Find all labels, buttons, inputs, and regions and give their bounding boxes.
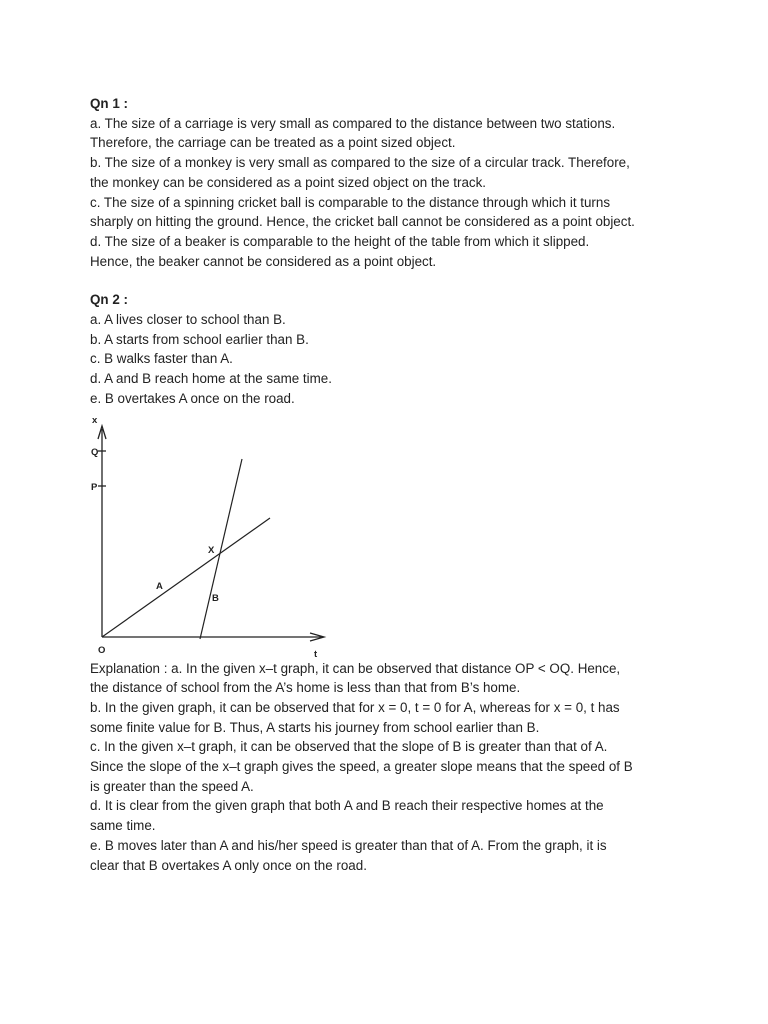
q-label: Q [91,446,99,458]
explanation-line: Since the slope of the x–t graph gives the speed, a greater slope means that the speed of B [90,759,633,775]
x-axis-label: t [314,648,318,660]
qn2-line: a. A lives closer to school than B. [90,312,286,328]
explanation-line: b. In the given graph, it can be observed that for x = 0, t = 0 for A, whereas for x = 0, t has [90,699,620,715]
qn1-line: a. The size of a carriage is very small as compared to the distance between two stations. [90,115,616,131]
line-a [102,518,270,637]
explanation-line: the distance of school from the A’s home is less than that from B’s home. [90,680,521,696]
qn2-heading: Qn 2 : [90,292,128,308]
intersection-label: X [208,544,215,556]
xt-graph [90,409,350,660]
qn1-line: c. The size of a spinning cricket ball is comparable to the distance through which it turns [90,194,611,210]
explanation-line: is greater than the speed A. [90,778,254,794]
p-label: P [91,481,98,493]
qn1-line: Hence, the beaker cannot be considered as a point object. [90,253,437,269]
explanation-line: same time. [90,818,156,834]
origin-label: O [98,644,106,656]
qn1-line: sharply on hitting the ground. Hence, the cricket ball cannot be considered as a point object. [90,214,635,230]
qn1-line: the monkey can be considered as a point sized object on the track. [90,174,487,190]
document-page [90,94,710,875]
qn1-heading: Qn 1 : [90,96,128,111]
qn2-line: b. A starts from school earlier than B. [90,331,309,347]
explanation-line: c. In the given x–t graph, it can be observed that the slope of B is greater than that of A. [90,739,608,755]
qn1-answer [90,114,710,272]
explanation-line: e. B moves later than A and his/her speed is greater than that of A. From the graph, it is [90,837,607,853]
qn2-line: e. B overtakes A once on the road. [90,390,295,406]
qn2-line: d. A and B reach home at the same time. [90,371,332,387]
xt-graph-svg [90,409,350,660]
explanation [90,659,710,876]
y-axis-label: x [92,414,98,426]
qn1-line: Therefore, the carriage can be treated as a point sized object. [90,135,456,151]
line-a-label: A [156,580,163,592]
explanation-line: clear that B overtakes A only once on the road. [90,857,367,873]
qn1-line: b. The size of a monkey is very small as compared to the size of a circular track. Therefore, [90,155,630,171]
line-b-label: B [212,592,219,604]
qn1-line: d. The size of a beaker is comparable to the height of the table from which it slipped. [90,233,590,249]
qn2-answer [90,310,710,409]
explanation-line: d. It is clear from the given graph that both A and B reach their respective homes at the [90,798,604,814]
explanation-line: Explanation : a. In the given x–t graph, it can be observed that distance OP < OQ. Hence, [90,660,621,676]
line-b [200,459,242,639]
qn2-line: c. B walks faster than A. [90,351,233,367]
explanation-line: some finite value for B. Thus, A starts his journey from school earlier than B. [90,719,540,735]
